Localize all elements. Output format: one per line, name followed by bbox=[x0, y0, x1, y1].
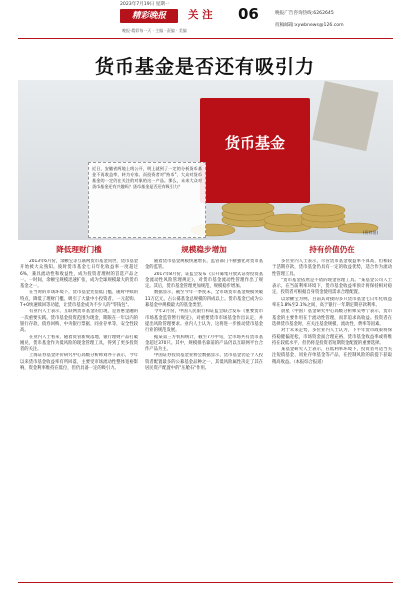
lead-box bbox=[88, 162, 206, 238]
col2-para-5: 据某第三方机构统计，截至7月中旬，全市场共有货币基金超过370只。其中，规模排名靠前的产品仍以互联网平台合作产品为主。 bbox=[145, 334, 263, 353]
section-title: 关 注 bbox=[188, 9, 213, 21]
col3-para-1: 多位业内人士表示，尽管货币基金收益率不算高，但相较于活期存款，货币基金仍具有一定的收益优势，适合作为流动性管理工具。 bbox=[272, 259, 392, 277]
header-rule bbox=[18, 38, 393, 39]
brand-logo: 精彩晚报 bbox=[120, 9, 178, 23]
col3-para-3: 以余额宝为例，目前其对接的多只货币基金七日年化收益率在1.8%至2.1%之间，高于银行一年期定期存款利率。 bbox=[272, 296, 392, 309]
fund-sign: 货币基金 bbox=[224, 134, 285, 152]
col3-para-4: 晨星（中国）基金研究中心高级分析师吴粤宁表示，货币基金的主要作用在于流动性管理，而非追求高收益。投资者在选择货币基金时，应关注基金规模、流动性、费率等因素。 bbox=[272, 309, 392, 327]
col1-para-2: 在当时的市场环境下，货币基金凭借低门槛、随时申赎的特点，降低了理财门槛，吸引了大量中小投资者。一元起购、T+0快速赎回等功能，让货币基金成为不少人的"零钱包"。 bbox=[20, 290, 138, 309]
col1-para-3: 有业内人士表示，互联网货币基金的出现，是普惠金融的一次重要实践。货币基金投资范围为现金、期限在一年以内的银行存款、债券回购、中央银行票据、同业存单等，安全性较高。 bbox=[20, 309, 138, 334]
subhead-2: 规模稳步增加 bbox=[181, 245, 227, 254]
lead-text: 近日，安徽省两地上线公开，明上就到了一定的分析货币基金不再收益率，转为专家。而投资者对"持币"，大众对货币基金的一定仍在关注的对象的这一产品。那么，未来大众对货币基金还有兴趣吗？货币基金是否还有吸引力？ bbox=[92, 166, 202, 189]
column-1 bbox=[20, 244, 138, 579]
col1-para-4: 在业内人士看来，随着资管新规落地，银行理财产品打破刚兑，货币基金作为低风险的现金管理工具，得到了更多投资者的关注。 bbox=[20, 334, 138, 353]
col3-para-2: "货币基金依然是不错的现金管理工具。"某基金公司人士表示，在当前利率环境下，货币基金收益率预计将保持相对稳定，投资者可根据自身资金使用需求合理配置。 bbox=[272, 277, 392, 296]
col3-para-6: 某基金研究人士表示，在低利率环境下，投资者可适当关注短债基金、同业存单基金等产品，在控制风险的前提下获取稍高收益。（本报综合报道） bbox=[272, 347, 392, 365]
header bbox=[0, 0, 410, 48]
subhead-3: 持有价值仍在 bbox=[309, 245, 355, 254]
photo-credit: (资料图) bbox=[363, 230, 379, 235]
col2-para-6: 中国证券投资基金业协会数据显示，货币基金仍是个人投资者配置最多的公募基金品种之一，其低风险属性决定了其在居民资产配置中的"压舱石"作用。 bbox=[145, 353, 263, 372]
col2-para-4: 今年2月份，中国人民银行和证监会联合发布《重要货币市场基金监管暂行规定》，对重要货币市场基金作出认定，并提出风险管理要求。业内人士认为，这将进一步推动货币基金行业的规范发展。 bbox=[145, 309, 263, 334]
column-3 bbox=[272, 244, 392, 579]
column-2 bbox=[145, 244, 263, 579]
col1-para-1: 2013年6月份，余额宝等互联网货币基金问世，货币基金开始被大众熟知。彼时货币基金七日年化收益率一度超过6%，兼具流动性和收益性，成为投资者理财的首选产品之一。一时间，余额宝规模迅速扩张，成为全球规模最大的货币基金之一。 bbox=[20, 259, 138, 290]
ad-hotline: 晚报广告咨询热线:6262645 bbox=[275, 11, 334, 16]
slogan: 晚报·精彩每一天 · 主编 · 责编 · 美编 bbox=[122, 28, 187, 33]
col2-para-3: 数据显示，截至今年一季度末，全市场货币基金规模突破11万亿元，占公募基金总规模的四成以上。货币基金已成为公募基金中规模最大的基金类型。 bbox=[145, 290, 263, 309]
contact-email: 投稿邮箱:xywbnews@126.com bbox=[275, 23, 344, 28]
date-line: 2023年7月19日 星期一 bbox=[120, 2, 170, 7]
page-number: 06 bbox=[238, 5, 259, 23]
col3-para-5: 对于未来走势，多位业内人士认为，下半年货币政策将保持稳健偏宽松，市场资金面合理充裕，货币基金收益率或将维持在较低水平，但仍将是投资者短期资金配置的重要选择。 bbox=[272, 328, 392, 346]
col2-para-1: 随着货币基金规模快速增长，监管部门不断强化对货币基金的监管。 bbox=[145, 259, 263, 271]
col1-para-5: 上海证券基金评价研究中心高级分析师刘亦千表示，今年以来货币基金收益率有所回落，主要受市场流动性整体宽裕影响，资金利率维持在低位，但仍具备一定的吸引力。 bbox=[20, 353, 138, 372]
headline: 货币基金是否还有吸引力 bbox=[94, 56, 315, 78]
bottom-rule bbox=[18, 582, 393, 583]
col2-para-2: 2017年8月份，证监会发布《公开募集开放式证券投资基金流动性风险管理规定》，对货币基金流动性管理作出了规定。其后，货币基金管理更加规范，规模稳步增加。 bbox=[145, 271, 263, 290]
feature-photo bbox=[18, 80, 393, 240]
subhead-1: 降低理财门槛 bbox=[56, 245, 102, 254]
